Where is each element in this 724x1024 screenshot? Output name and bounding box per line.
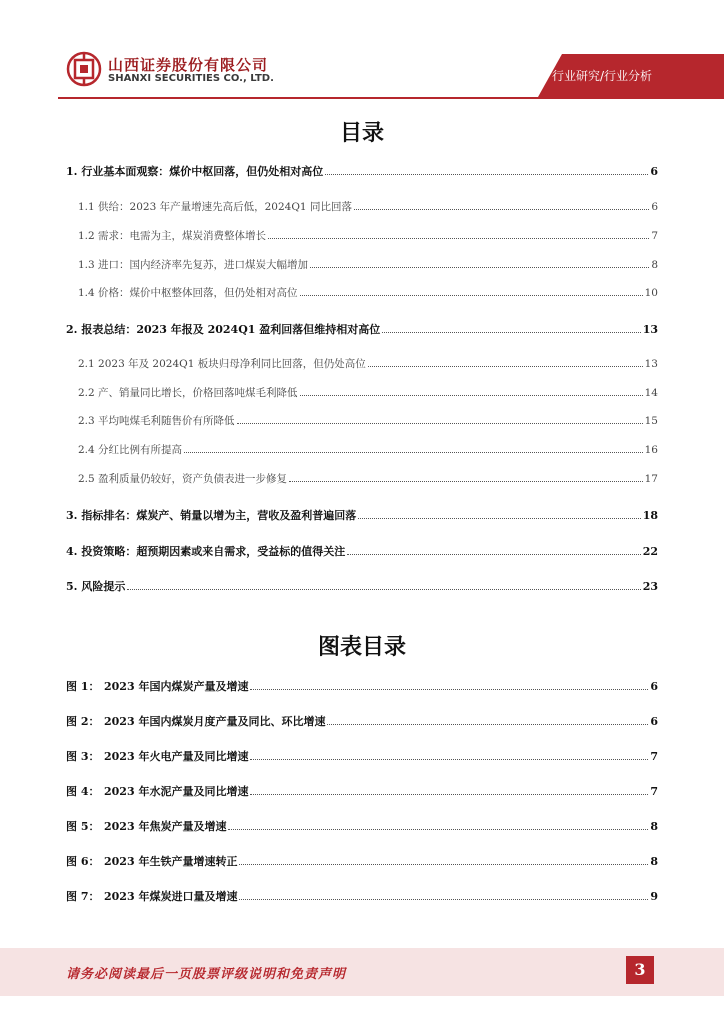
toc-leader bbox=[358, 518, 640, 519]
toc-item[interactable] bbox=[78, 413, 658, 429]
figure-page: 8 bbox=[650, 820, 658, 833]
toc-leader bbox=[250, 759, 648, 760]
toc-item-text: 3. 指标排名：煤炭产、销量以增为主，营收及盈利普遍回落 bbox=[66, 509, 357, 522]
toc-item-page: 6 bbox=[651, 201, 658, 213]
figure-label: 图 3： bbox=[66, 750, 100, 763]
toc-leader bbox=[310, 267, 649, 268]
toc-item[interactable] bbox=[78, 199, 658, 215]
page-header bbox=[0, 0, 724, 103]
figure-page: 6 bbox=[650, 680, 658, 693]
toc-item[interactable] bbox=[78, 356, 658, 372]
toc-item-text: 2.4 分红比例有所提高 bbox=[78, 444, 183, 456]
toc-item[interactable] bbox=[66, 543, 658, 559]
page-number: 3 bbox=[626, 956, 654, 984]
toc-leader bbox=[347, 554, 640, 555]
toc-leader bbox=[354, 209, 649, 210]
figure-label: 图 5： bbox=[66, 820, 100, 833]
figure-item[interactable] bbox=[66, 748, 658, 764]
toc-leader bbox=[368, 366, 643, 367]
toc-item-page: 13 bbox=[642, 323, 658, 336]
company-logo-icon bbox=[66, 51, 102, 87]
toc-leader bbox=[250, 794, 648, 795]
figure-item[interactable] bbox=[66, 713, 658, 729]
toc-item-text: 2.2 产、销量同比增长，价格回落吨煤毛利降低 bbox=[78, 387, 298, 399]
toc-leader bbox=[127, 589, 640, 590]
toc-item[interactable] bbox=[78, 228, 658, 244]
toc-item-page: 6 bbox=[650, 165, 658, 178]
figure-label: 图 4： bbox=[66, 785, 100, 798]
toc-item-page: 15 bbox=[644, 415, 658, 427]
figure-page: 6 bbox=[650, 715, 658, 728]
toc-item-page: 16 bbox=[644, 444, 658, 456]
toc-leader bbox=[237, 423, 643, 424]
company-name-cn: 山西证券股份有限公司 bbox=[108, 56, 269, 74]
toc-item-page: 10 bbox=[644, 287, 658, 299]
figure-item[interactable] bbox=[66, 818, 658, 834]
company-name-en: SHANXI SECURITIES CO., LTD. bbox=[108, 73, 274, 84]
figure-page: 9 bbox=[650, 890, 658, 903]
toc-item[interactable] bbox=[66, 578, 658, 594]
toc-item-page: 13 bbox=[644, 358, 658, 370]
toc-item-page: 18 bbox=[642, 509, 658, 522]
figure-title: 2023 年煤炭进口量及增速 bbox=[104, 890, 238, 903]
figure-page: 8 bbox=[650, 855, 658, 868]
figure-item[interactable] bbox=[66, 853, 658, 869]
figure-item[interactable] bbox=[66, 888, 658, 904]
toc-item[interactable] bbox=[66, 321, 658, 337]
toc-item-text: 4. 投资策略：超预期因素或来自需求，受益标的值得关注 bbox=[66, 545, 346, 558]
header-divider bbox=[58, 97, 724, 99]
figure-item[interactable] bbox=[66, 783, 658, 799]
toc-item[interactable] bbox=[66, 507, 658, 523]
toc-item[interactable] bbox=[78, 285, 658, 301]
toc-item-page: 14 bbox=[644, 387, 658, 399]
toc-item[interactable] bbox=[78, 385, 658, 401]
toc-item-text: 2. 报表总结：2023 年报及 2024Q1 盈利回落但维持相对高位 bbox=[66, 323, 381, 336]
figure-title: 2023 年国内煤炭产量及增速 bbox=[104, 680, 249, 693]
toc-leader bbox=[184, 452, 643, 453]
figure-title: 2023 年火电产量及同比增速 bbox=[104, 750, 249, 763]
figure-title: 2023 年国内煤炭月度产量及同比、环比增速 bbox=[104, 715, 326, 728]
figure-page: 7 bbox=[650, 750, 658, 763]
figure-page: 7 bbox=[650, 785, 658, 798]
figure-label: 图 6： bbox=[66, 855, 100, 868]
toc-item-page: 8 bbox=[651, 259, 658, 271]
toc-item-text: 1.2 需求：电需为主，煤炭消费整体增长 bbox=[78, 230, 267, 242]
toc-item-page: 7 bbox=[651, 230, 658, 242]
toc-leader bbox=[268, 238, 649, 239]
toc-item-text: 1. 行业基本面观察：煤价中枢回落，但仍处相对高位 bbox=[66, 165, 324, 178]
toc-item-page: 17 bbox=[644, 473, 658, 485]
toc-item-text: 1.1 供给：2023 年产量增速先高后低，2024Q1 同比回落 bbox=[78, 201, 352, 213]
figure-title: 2023 年焦炭产量及增速 bbox=[104, 820, 227, 833]
toc-item-text: 2.3 平均吨煤毛利随售价有所降低 bbox=[78, 415, 235, 427]
toc-leader bbox=[250, 689, 648, 690]
toc-leader bbox=[239, 899, 648, 900]
toc-leader bbox=[289, 481, 643, 482]
figure-item[interactable] bbox=[66, 678, 658, 694]
toc-item-text: 5. 风险提示 bbox=[66, 580, 126, 593]
toc-leader bbox=[327, 724, 648, 725]
toc-leader bbox=[325, 174, 648, 175]
toc-item-text: 2.5 盈利质量仍较好，资产负债表进一步修复 bbox=[78, 473, 288, 485]
toc-leader bbox=[300, 395, 643, 396]
toc-item-page: 23 bbox=[642, 580, 658, 593]
toc-item-text: 2.1 2023 年及 2024Q1 板块归母净利同比回落，但仍处高位 bbox=[78, 358, 366, 370]
toc-leader bbox=[228, 829, 648, 830]
figure-label: 图 2： bbox=[66, 715, 100, 728]
toc-leader bbox=[300, 295, 643, 296]
toc-item[interactable] bbox=[78, 471, 658, 487]
toc-item-text: 1.3 进口：国内经济率先复苏，进口煤炭大幅增加 bbox=[78, 259, 309, 271]
toc-item[interactable] bbox=[78, 442, 658, 458]
toc-item-page: 22 bbox=[642, 545, 658, 558]
toc-leader bbox=[239, 864, 648, 865]
figure-title: 2023 年水泥产量及同比增速 bbox=[104, 785, 249, 798]
figure-title: 2023 年生铁产量增速转正 bbox=[104, 855, 238, 868]
toc-item[interactable] bbox=[78, 257, 658, 273]
toc-item-text: 1.4 价格：煤价中枢整体回落，但仍处相对高位 bbox=[78, 287, 298, 299]
figure-label: 图 7： bbox=[66, 890, 100, 903]
toc-leader bbox=[382, 332, 640, 333]
report-category: 行业研究/行业分析 bbox=[552, 69, 653, 83]
figure-label: 图 1： bbox=[66, 680, 100, 693]
toc-title: 目录 bbox=[339, 121, 384, 146]
disclaimer-notice: 请务必阅读最后一页股票评级说明和免责声明 bbox=[66, 967, 347, 982]
figure-list-title: 图表目录 bbox=[317, 635, 406, 660]
toc-item[interactable] bbox=[66, 163, 658, 179]
